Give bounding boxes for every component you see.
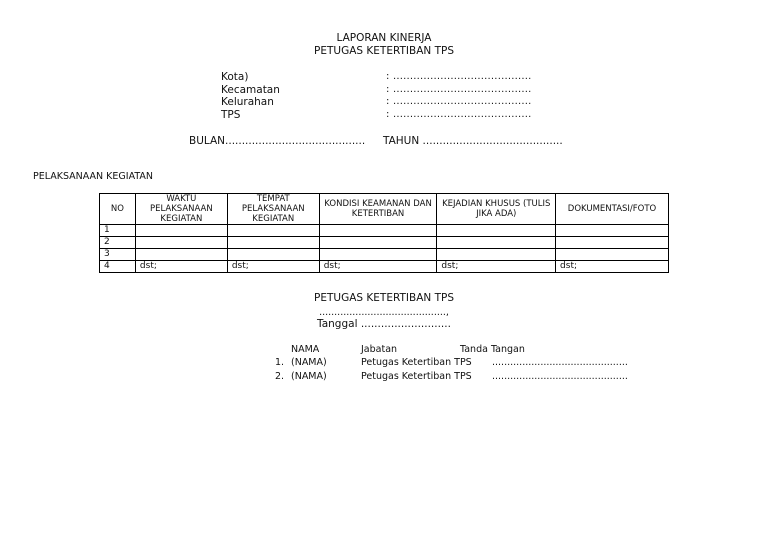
table-header-row xyxy=(100,194,669,225)
header-dokumentasi: DOKUMENTASI/FOTO xyxy=(556,194,669,225)
cell-no: 1 xyxy=(100,225,136,237)
cell-dokumentasi xyxy=(556,237,669,249)
signature-col-ttd: Tanda Tangan xyxy=(460,344,525,355)
cell-kondisi xyxy=(319,225,437,237)
identity-value-kelurahan: : ......................................... xyxy=(386,96,532,107)
signature-date-line: Tanggal ........................... xyxy=(317,318,451,330)
cell-dokumentasi: dst; xyxy=(556,261,669,273)
cell-kondisi xyxy=(319,237,437,249)
signature-place-line: .........................................., xyxy=(319,307,449,318)
cell-tempat xyxy=(227,225,319,237)
period-bulan: BULAN.......................................... xyxy=(189,135,366,147)
cell-kejadian xyxy=(437,237,556,249)
cell-waktu: dst; xyxy=(135,261,227,273)
cell-no: 3 xyxy=(100,249,136,261)
identity-label-kota: Kota) xyxy=(221,71,249,83)
identity-value-tps: : ......................................... xyxy=(386,109,532,120)
identity-label-tps: TPS xyxy=(221,109,241,121)
cell-no: 4 xyxy=(100,261,136,273)
identity-label-kelurahan: Kelurahan xyxy=(221,96,274,108)
cell-kondisi xyxy=(319,249,437,261)
table-row xyxy=(100,249,669,261)
header-tempat: TEMPAT PELAKSANAAN KEGIATAN xyxy=(227,194,319,225)
header-kondisi: KONDISI KEAMANAN DAN KETERTIBAN xyxy=(319,194,437,225)
entry-nama: (NAMA) xyxy=(291,371,327,382)
signature-col-jabatan: Jabatan xyxy=(361,344,398,355)
cell-tempat xyxy=(227,237,319,249)
signature-title: PETUGAS KETERTIBAN TPS xyxy=(314,292,454,304)
cell-kejadian xyxy=(437,225,556,237)
cell-kondisi: dst; xyxy=(319,261,437,273)
cell-no: 2 xyxy=(100,237,136,249)
header-kejadian: KEJADIAN KHUSUS (TULIS JIKA ADA) xyxy=(437,194,556,225)
cell-dokumentasi xyxy=(556,225,669,237)
entry-jabatan: Petugas Ketertiban TPS xyxy=(361,357,472,368)
kegiatan-table xyxy=(99,193,669,273)
entry-signature-line: ............................................. xyxy=(492,357,628,368)
entry-jabatan: Petugas Ketertiban TPS xyxy=(361,371,472,382)
table-row xyxy=(100,237,669,249)
entry-signature-line: ............................................. xyxy=(492,371,628,382)
header-no: NO xyxy=(100,194,136,225)
cell-waktu xyxy=(135,249,227,261)
report-title: LAPORAN KINERJA xyxy=(336,32,432,44)
identity-value-kota: : ......................................... xyxy=(386,71,532,82)
entry-nama: (NAMA) xyxy=(291,357,327,368)
identity-label-kecamatan: Kecamatan xyxy=(221,84,280,96)
cell-tempat xyxy=(227,249,319,261)
signature-col-nama: NAMA xyxy=(291,344,320,355)
header-waktu: WAKTU PELAKSANAAN KEGIATAN xyxy=(135,194,227,225)
table-row xyxy=(100,225,669,237)
table-row xyxy=(100,261,669,273)
cell-kejadian xyxy=(437,249,556,261)
entry-number: 2. xyxy=(275,371,285,382)
cell-waktu xyxy=(135,225,227,237)
cell-kejadian: dst; xyxy=(437,261,556,273)
identity-value-kecamatan: : ......................................... xyxy=(386,84,532,95)
period-tahun: TAHUN .......................................... xyxy=(383,135,563,147)
report-subtitle: PETUGAS KETERTIBAN TPS xyxy=(314,45,454,57)
cell-dokumentasi xyxy=(556,249,669,261)
cell-waktu xyxy=(135,237,227,249)
entry-number: 1. xyxy=(275,357,285,368)
section-title: PELAKSANAAN KEGIATAN xyxy=(33,171,153,182)
cell-tempat: dst; xyxy=(227,261,319,273)
